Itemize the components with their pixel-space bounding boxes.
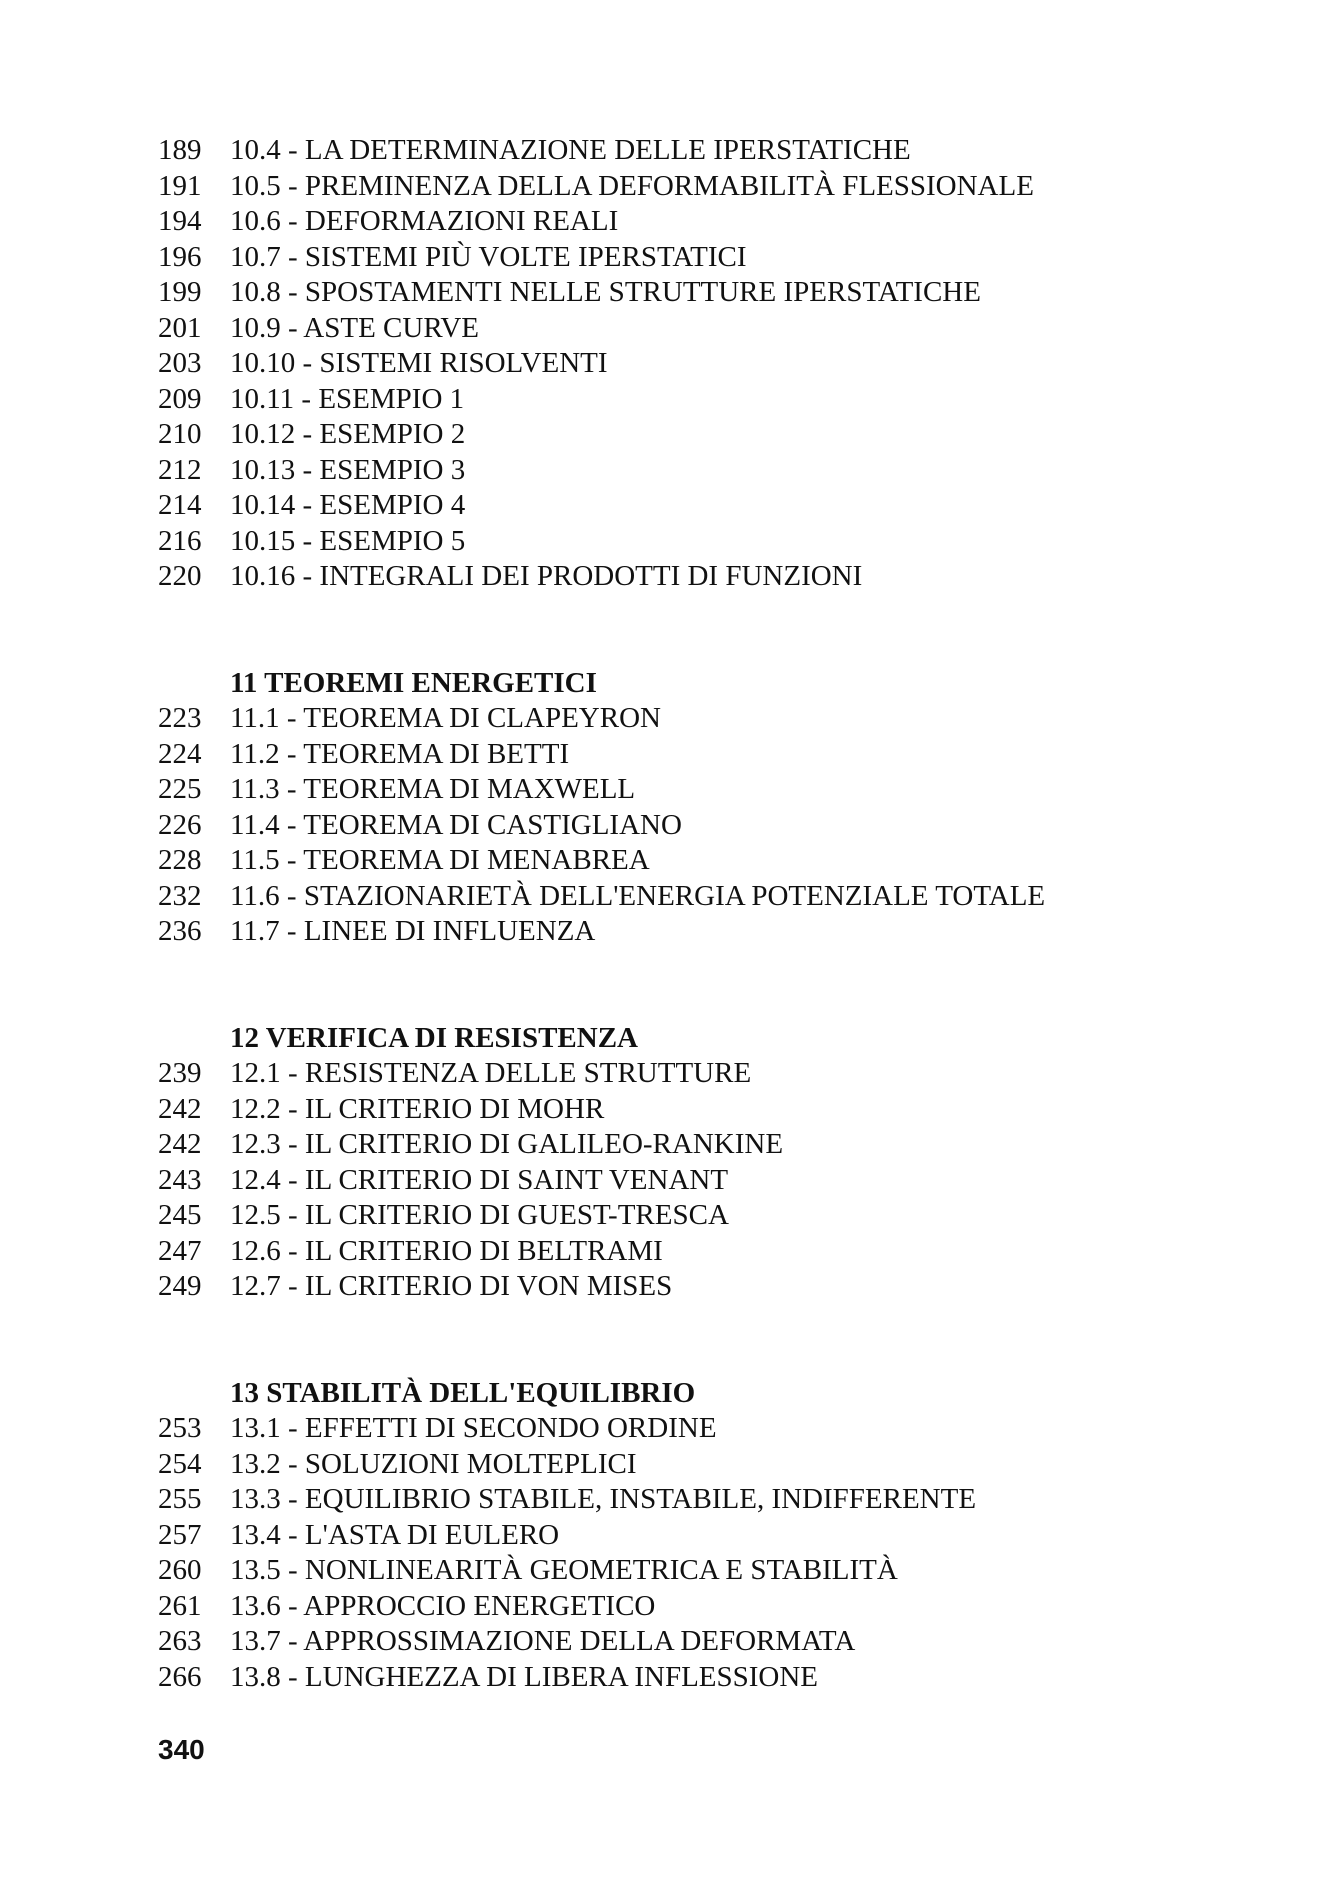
toc-page-number: 214 xyxy=(158,489,202,521)
toc-page-number: 263 xyxy=(158,1625,202,1657)
toc-page-number: 216 xyxy=(158,524,202,557)
toc-page-number: 257 xyxy=(158,1518,202,1551)
toc-entry-title: 13.4 - L'ASTA DI EULERO xyxy=(230,1518,560,1551)
toc-entry-title: 11.3 - TEOREMA DI MAXWELL xyxy=(230,773,636,805)
toc-entry xyxy=(158,1447,1218,1483)
toc-entry-title: 13.3 - EQUILIBRIO STABILE, INSTABILE, INDIFFERENTE xyxy=(230,1483,977,1515)
toc-entry xyxy=(158,1163,1218,1199)
toc-entry xyxy=(158,346,1218,382)
toc-entry xyxy=(158,275,1218,311)
section-heading: 11 TEOREMI ENERGETICI xyxy=(230,666,597,699)
toc-entry xyxy=(158,1127,1218,1163)
toc-entry xyxy=(158,488,1218,524)
toc-page-number: 203 xyxy=(158,347,202,379)
toc-page-number: 191 xyxy=(158,169,202,202)
toc-page-number: 253 xyxy=(158,1412,202,1444)
toc-entry xyxy=(158,1660,1218,1696)
toc-entry-title: 10.8 - SPOSTAMENTI NELLE STRUTTURE IPERSTATICHE xyxy=(230,276,981,308)
toc-entry xyxy=(158,1411,1218,1447)
toc-page-number: 243 xyxy=(158,1163,202,1196)
toc-entry xyxy=(158,524,1218,560)
toc-page-number: 239 xyxy=(158,1057,202,1089)
toc-page-number: 196 xyxy=(158,240,202,273)
toc-entry xyxy=(158,417,1218,453)
toc-intro-block xyxy=(158,133,1218,595)
toc-entry xyxy=(158,169,1218,205)
toc-entry-title: 10.10 - SISTEMI RISOLVENTI xyxy=(230,347,608,379)
toc-page-number: 220 xyxy=(158,560,202,592)
toc-page-number: 261 xyxy=(158,1589,202,1622)
toc-entry xyxy=(158,737,1218,773)
toc-page-number: 212 xyxy=(158,453,202,486)
toc-entry xyxy=(158,1198,1218,1234)
toc-entry-title: 10.16 - INTEGRALI DEI PRODOTTI DI FUNZIONI xyxy=(230,560,863,592)
toc-entry xyxy=(158,1518,1218,1554)
toc-entry-title: 11.5 - TEOREMA DI MENABREA xyxy=(230,844,650,876)
table-of-contents xyxy=(158,133,1218,1695)
toc-entry-title: 13.2 - SOLUZIONI MOLTEPLICI xyxy=(230,1447,637,1480)
toc-entry-title: 10.7 - SISTEMI PIÙ VOLTE IPERSTATICI xyxy=(230,240,747,273)
toc-entry xyxy=(158,453,1218,489)
toc-page-number: 249 xyxy=(158,1270,202,1302)
toc-page-number: 209 xyxy=(158,382,202,415)
toc-entry-title: 10.15 - ESEMPIO 5 xyxy=(230,524,466,557)
toc-page-number: 236 xyxy=(158,915,202,947)
toc-entry xyxy=(158,133,1218,169)
toc-entry xyxy=(158,1482,1218,1518)
toc-entry-title: 10.4 - LA DETERMINAZIONE DELLE IPERSTATICHE xyxy=(230,134,911,166)
toc-entry xyxy=(158,240,1218,276)
toc-entry-title: 11.6 - STAZIONARIETÀ DELL'ENERGIA POTENZIALE TOTALE xyxy=(230,879,1046,912)
toc-page-number: 266 xyxy=(158,1660,202,1693)
toc-page-number: 232 xyxy=(158,879,202,912)
toc-entry-title: 10.14 - ESEMPIO 4 xyxy=(230,489,466,521)
toc-entry-title: 12.5 - IL CRITERIO DI GUEST-TRESCA xyxy=(230,1199,729,1231)
toc-section-12 xyxy=(158,1021,1218,1305)
toc-section-13 xyxy=(158,1376,1218,1696)
toc-section-11 xyxy=(158,666,1218,950)
toc-entry xyxy=(158,914,1218,950)
section-heading: 12 VERIFICA DI RESISTENZA xyxy=(230,1021,638,1054)
toc-entry xyxy=(158,1234,1218,1270)
toc-entry xyxy=(158,879,1218,915)
toc-entry-title: 10.9 - ASTE CURVE xyxy=(230,311,480,344)
toc-entry xyxy=(158,559,1218,595)
toc-entry-title: 11.1 - TEOREMA DI CLAPEYRON xyxy=(230,702,661,734)
toc-entry-title: 11.4 - TEOREMA DI CASTIGLIANO xyxy=(230,808,682,841)
toc-page-number: 255 xyxy=(158,1483,202,1515)
toc-entry-title: 12.3 - IL CRITERIO DI GALILEO-RANKINE xyxy=(230,1128,784,1160)
toc-page-number: 224 xyxy=(158,737,202,770)
toc-page-number: 226 xyxy=(158,808,202,841)
toc-entry-title: 13.1 - EFFETTI DI SECONDO ORDINE xyxy=(230,1412,717,1444)
toc-entry-title: 12.4 - IL CRITERIO DI SAINT VENANT xyxy=(230,1163,729,1196)
toc-page-number: 242 xyxy=(158,1092,202,1125)
toc-entry xyxy=(158,1269,1218,1305)
toc-entry-title: 12.7 - IL CRITERIO DI VON MISES xyxy=(230,1270,673,1302)
toc-entry xyxy=(158,1553,1218,1589)
toc-entry xyxy=(158,843,1218,879)
toc-entry-title: 11.2 - TEOREMA DI BETTI xyxy=(230,737,570,770)
toc-entry-title: 10.11 - ESEMPIO 1 xyxy=(230,382,465,415)
toc-entry-title: 10.13 - ESEMPIO 3 xyxy=(230,453,466,486)
toc-page-number: 245 xyxy=(158,1199,202,1231)
toc-entry xyxy=(158,1056,1218,1092)
toc-entry-title: 12.1 - RESISTENZA DELLE STRUTTURE xyxy=(230,1057,752,1089)
toc-entry-title: 13.5 - NONLINEARITÀ GEOMETRICA E STABILITÀ xyxy=(230,1554,898,1586)
toc-entry-title: 12.6 - IL CRITERIO DI BELTRAMI xyxy=(230,1234,663,1267)
section-heading: 13 STABILITÀ DELL'EQUILIBRIO xyxy=(230,1376,696,1409)
toc-page-number: 199 xyxy=(158,276,202,308)
toc-entry xyxy=(158,1092,1218,1128)
toc-entry-title: 13.7 - APPROSSIMAZIONE DELLA DEFORMATA xyxy=(230,1625,856,1657)
toc-entry-title: 10.12 - ESEMPIO 2 xyxy=(230,418,466,450)
toc-page-number: 194 xyxy=(158,205,202,237)
toc-page-number: 228 xyxy=(158,844,202,876)
toc-entry-title: 13.6 - APPROCCIO ENERGETICO xyxy=(230,1589,656,1622)
toc-entry xyxy=(158,1624,1218,1660)
toc-entry-title: 10.6 - DEFORMAZIONI REALI xyxy=(230,205,619,237)
toc-page-number: 210 xyxy=(158,418,202,450)
toc-entry-title: 12.2 - IL CRITERIO DI MOHR xyxy=(230,1092,605,1125)
toc-entry xyxy=(158,382,1218,418)
toc-entry xyxy=(158,204,1218,240)
toc-page-number: 225 xyxy=(158,773,202,805)
page-folio: 340 xyxy=(158,1734,205,1765)
toc-entry xyxy=(158,701,1218,737)
toc-entry xyxy=(158,808,1218,844)
toc-entry xyxy=(158,772,1218,808)
toc-entry-title: 11.7 - LINEE DI INFLUENZA xyxy=(230,915,596,947)
toc-page-number: 260 xyxy=(158,1554,202,1586)
toc-page-number: 242 xyxy=(158,1128,202,1160)
toc-entry-title: 13.8 - LUNGHEZZA DI LIBERA INFLESSIONE xyxy=(230,1660,819,1693)
toc-page-number: 223 xyxy=(158,702,202,734)
toc-entry-title: 10.5 - PREMINENZA DELLA DEFORMABILITÀ FLESSIONALE xyxy=(230,169,1034,202)
toc-entry xyxy=(158,1589,1218,1625)
toc-page-number: 201 xyxy=(158,311,202,344)
toc-page-number: 254 xyxy=(158,1447,202,1480)
toc-page-number: 189 xyxy=(158,134,202,166)
toc-page-number: 247 xyxy=(158,1234,202,1267)
toc-entry xyxy=(158,311,1218,347)
